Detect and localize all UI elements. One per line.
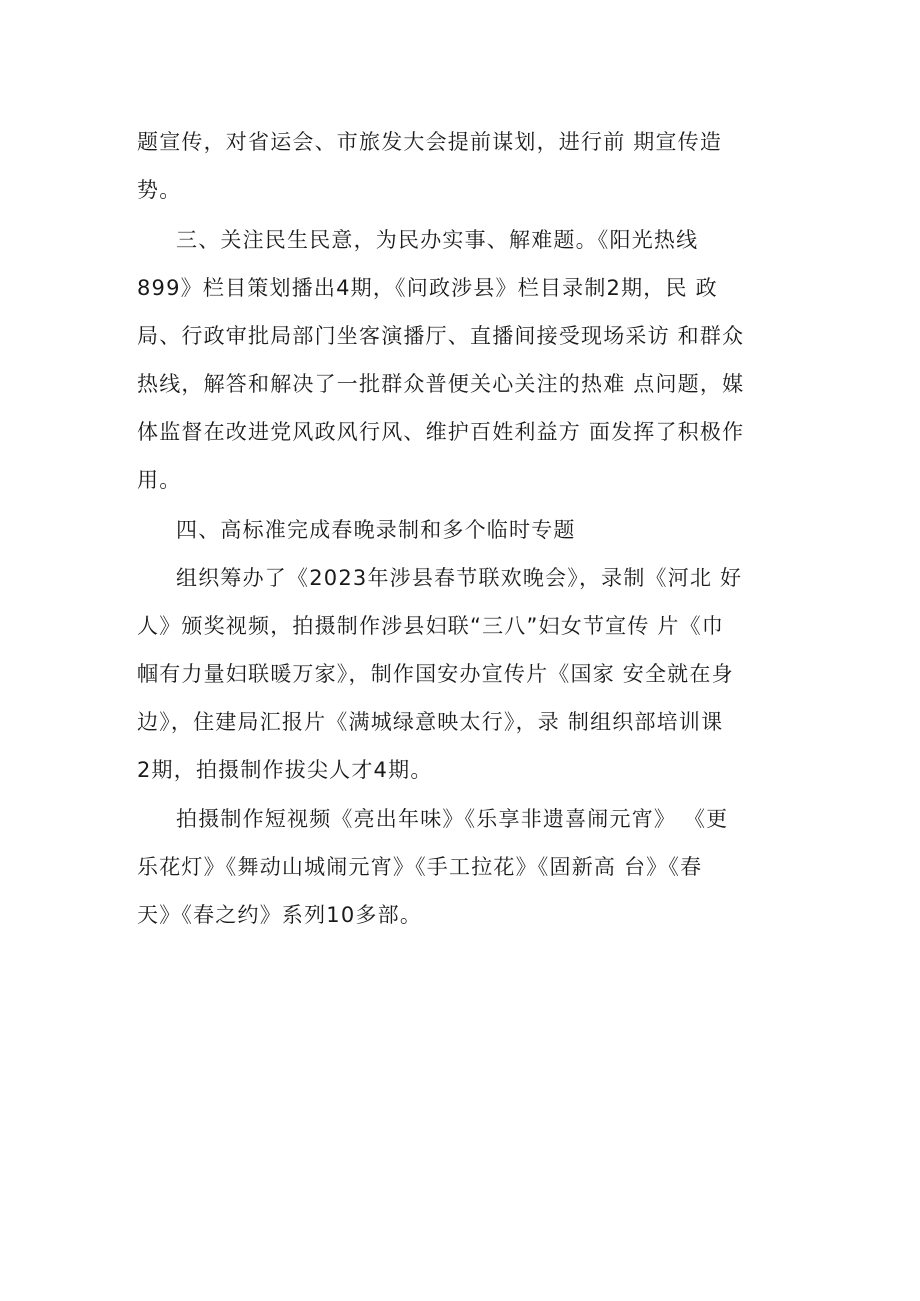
text-line-7: 体监督在改进党风政风行风、维护百姓利益方 面发挥了积极作 — [137, 420, 745, 444]
text-line-6: 热线，解答和解决了一批群众普便关心关注的热难 点问题，媒 — [137, 372, 745, 396]
text-line-16: 乐花灯》《舞动山城闹元宵》《手工拉花》《固新高 台》《春 — [137, 855, 703, 879]
text-line-5: 局、行政审批局部门坐客演播厅、直播间接受现场采访 和群众 — [137, 324, 745, 348]
text-line-9: 四、高标准完成春晚录制和多个临时专题 — [176, 518, 576, 542]
text-line-10: 组织筹办了《2023年涉县春节联欢晚会》，录制《河北 好 — [176, 566, 743, 590]
text-line-2: 势。 — [137, 178, 182, 202]
text-line-8: 用。 — [137, 468, 182, 492]
text-line-1: 题宣传，对省运会、市旅发大会提前谋划，进行前 期宣传造 — [137, 130, 723, 154]
text-line-4: 899》栏目策划播出4期，《问政涉县》栏目录制2期，民 政 — [137, 276, 718, 300]
text-line-15: 拍摄制作短视频《亮出年味》《乐享非遗喜闹元宵》 《更 — [176, 807, 729, 831]
text-line-3: 三、关注民生民意，为民办实事、解难题。《阳光热线 — [176, 228, 699, 252]
text-line-13: 边》，住建局汇报片《满城绿意映太行》，录 制组织部培训课 — [137, 710, 724, 734]
text-line-12: 帼有力量妇联暖万家》，制作国安办宣传片《国家 安全就在身 — [137, 662, 734, 686]
text-line-14: 2期，拍摄制作拔尖人才4期。 — [137, 758, 433, 782]
text-line-11: 人》颁奖视频，拍摄制作涉县妇联“三八”妇女节宣传 片《巾 — [137, 614, 725, 638]
text-line-17: 天》《春之约》系列10多部。 — [137, 903, 423, 927]
